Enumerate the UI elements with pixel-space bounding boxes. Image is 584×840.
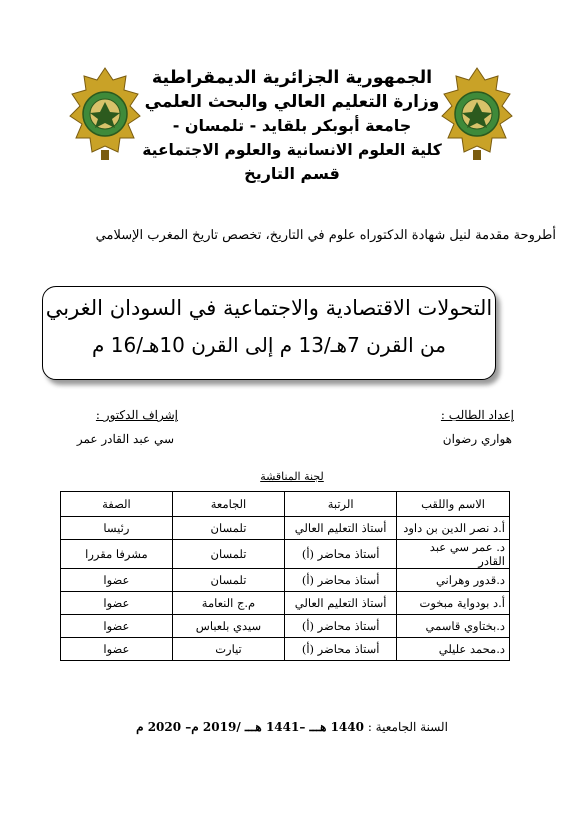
jury-university: تلمسان — [172, 569, 284, 592]
thesis-intro: أطروحة مقدمة لنيل شهادة الدكتوراه علوم في التاريخ، تخصص تاريخ المغرب الإسلامي — [95, 228, 556, 243]
jury-role: مشرفا مقررا — [61, 540, 173, 569]
academic-year — [0, 720, 584, 734]
academic-year-label: السنة الجامعية : — [367, 720, 448, 734]
table-row — [61, 638, 510, 661]
table-row — [61, 540, 510, 569]
jury-role: عضوا — [61, 638, 173, 661]
table-row — [61, 569, 510, 592]
header-faculty: كلية العلوم الانسانية والعلوم الاجتماعية — [142, 141, 442, 159]
thesis-title-line2: من القرن 7هـ/13 م إلى القرن 10هـ/16 م — [92, 333, 446, 357]
jury-university: تيارت — [172, 638, 284, 661]
jury-university: م.ج النعامة — [172, 592, 284, 615]
jury-role: عضوا — [61, 592, 173, 615]
jury-rank: أستاذ محاضر (أ) — [285, 638, 397, 661]
jury-name: د.بختاوي قاسمي — [397, 615, 510, 638]
header-department: قسم التاريخ — [244, 164, 340, 183]
column-header-name: الاسم واللقب — [397, 492, 510, 517]
jury-university: تلمسان — [172, 540, 284, 569]
jury-rank: أستاذ محاضر (أ) — [285, 569, 397, 592]
jury-role: رئيسا — [61, 517, 173, 540]
header-university: جامعة أبوبكر بلقايد - تلمسان - — [172, 116, 412, 135]
student-label: إعداد الطالب : — [440, 408, 514, 422]
jury-name: د.قدور وهراني — [397, 569, 510, 592]
academic-year-value: 1440 هـــ –1441 هـــ /2019 م– 2020 م — [136, 720, 364, 734]
jury-rank: أستاذ محاضر (أ) — [285, 615, 397, 638]
jury-rank: أستاذ التعليم العالي — [285, 592, 397, 615]
thesis-title-line1: التحولات الاقتصادية والاجتماعية في السودان الغربي — [45, 296, 493, 320]
jury-table — [60, 491, 510, 661]
jury-name: أ.د نصر الدين بن داود — [397, 517, 510, 540]
jury-name: د.محمد عليلي — [397, 638, 510, 661]
table-row — [61, 615, 510, 638]
table-row — [61, 592, 510, 615]
jury-role: عضوا — [61, 569, 173, 592]
jury-university: سيدي بلعباس — [172, 615, 284, 638]
jury-rank: أستاذ محاضر (أ) — [285, 540, 397, 569]
jury-heading: لجنة المناقشة — [260, 470, 324, 483]
column-header-university: الجامعة — [172, 492, 284, 517]
jury-role: عضوا — [61, 615, 173, 638]
jury-rank: أستاذ التعليم العالي — [285, 517, 397, 540]
header-republic: الجمهورية الجزائرية الديمقراطية — [151, 68, 433, 88]
supervisor-label: إشراف الدكتور : — [95, 408, 178, 422]
jury-name: أ.د بودواية مبخوت — [397, 592, 510, 615]
student-name: هواري رضوان — [442, 432, 512, 446]
jury-header-row — [61, 492, 510, 517]
column-header-role: الصفة — [61, 492, 173, 517]
jury-university: تلمسان — [172, 517, 284, 540]
jury-name: د. عمر سي عبد القادر — [397, 540, 510, 569]
column-header-rank: الرتبة — [285, 492, 397, 517]
supervisor-name: سي عبد القادر عمر — [76, 432, 174, 446]
table-row — [61, 517, 510, 540]
header-ministry: وزارة التعليم العالي والبحث العلمي — [144, 92, 440, 112]
